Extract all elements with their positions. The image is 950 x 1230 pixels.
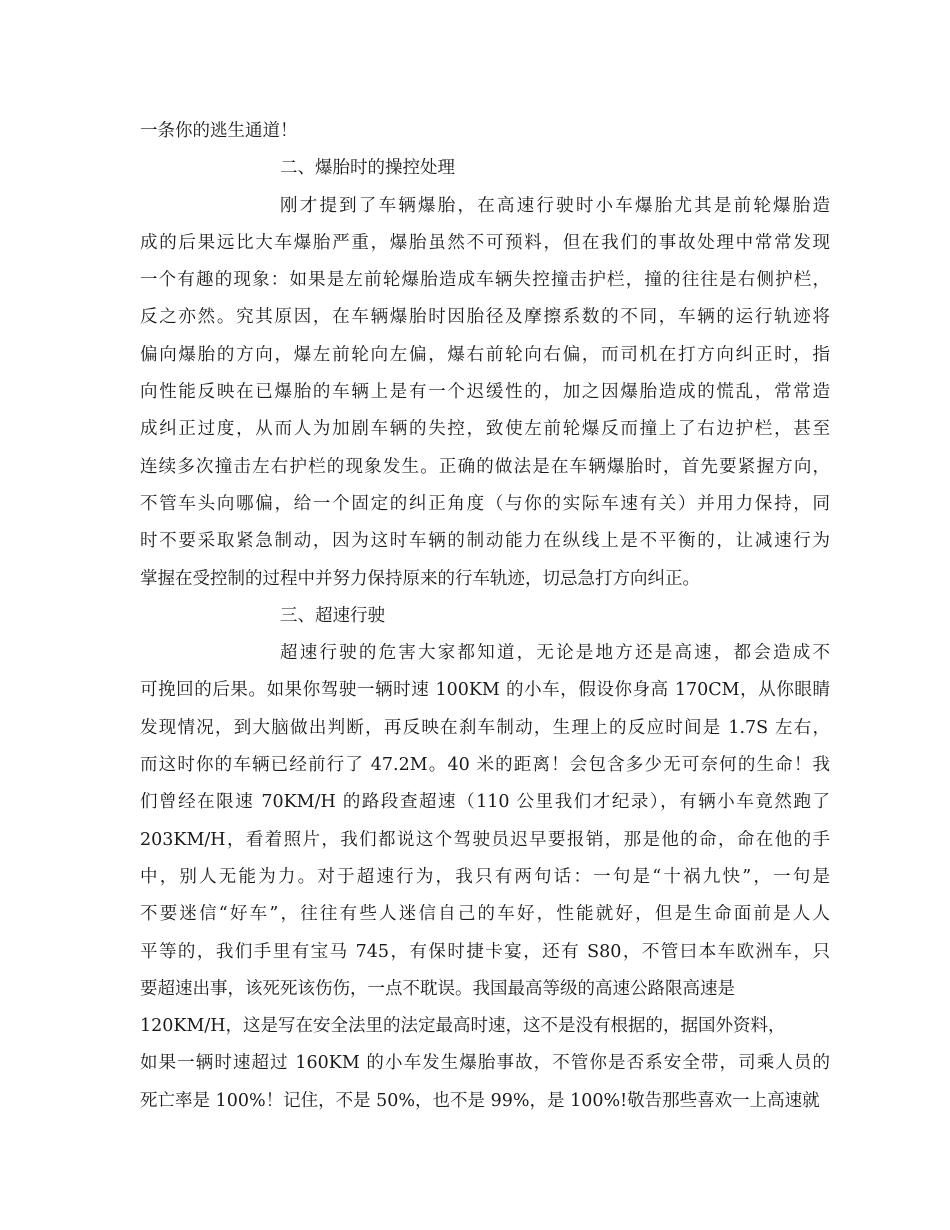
paragraph-line: 中，别人无能为力。对于超速行为，我只有两句话：一句是“十祸九快”，一句是 <box>140 866 830 887</box>
paragraph-first-line: 刚才提到了车辆爆胎，在高速行驶时小车爆胎尤其是前轮爆胎造 <box>280 195 830 216</box>
paragraph-last-line: 掌握在受控制的过程中并努力保持原来的行车轨迹，切忌急打方向纠正。 <box>140 568 700 589</box>
paragraph-first-line: 超速行驶的危害大家都知道，无论是地方还是高速，都会造成不 <box>280 643 830 664</box>
paragraph-line: 可挽回的后果。如果你驾驶一辆时速 100KM 的小车，假设你身高 170CM，从你眼睛 <box>140 680 830 701</box>
paragraph-line: 一个有趣的现象：如果是左前轮爆胎造成车辆失控撞击护栏，撞的往往是右侧护栏， <box>140 270 830 291</box>
paragraph-line: 成纠正过度，从而人为加剧车辆的失控，致使左前轮爆反而撞上了右边护栏，甚至 <box>140 419 830 440</box>
document-body <box>140 113 830 1120</box>
paragraph-line: 一条你的逃生通道！ <box>140 121 298 141</box>
paragraph-line: 要超速出事，该死死该伤伤，一点不耽误。我国最高等级的高速公路限高速是 <box>140 978 735 999</box>
section-heading: 二、爆胎时的操控处理 <box>280 158 455 179</box>
paragraph-line: 平等的，我们手里有宝马 745，有保时捷卡宴，还有 S80，不管曰本车欧洲车，只 <box>140 941 830 962</box>
paragraph-line: 死亡率是 100%！记住，不是 50%，也不是 99%，是 100%!敬告那些喜欢一上高速就 <box>140 1090 820 1111</box>
paragraph-line: 不要迷信“好车”，往往有些人迷信自己的车好，性能就好，但是生命面前是人人 <box>140 904 830 925</box>
paragraph-line: 203KM/H，看着照片，我们都说这个驾驶员迟早要报销，那是他的命，命在他的手 <box>140 829 830 850</box>
paragraph-line: 发现情况，到大脑做出判断，再反映在刹车制动，生理上的反应时间是 1.7S 左右， <box>140 717 830 738</box>
paragraph-line: 成的后果远比大车爆胎严重，爆胎虽然不可预料，但在我们的事故处理中常常发现 <box>140 232 830 253</box>
paragraph-line: 时不要采取紧急制动，因为这时车辆的制动能力在纵线上是不平衡的，让减速行为 <box>140 531 830 552</box>
paragraph-line: 如果一辆时速超过 160KM 的小车发生爆胎事故，不管你是否系安全带，司乘人员的 <box>140 1053 830 1074</box>
paragraph-line: 连续多次撞击左右护栏的现象发生。正确的做法是在车辆爆胎时，首先要紧握方向， <box>140 456 830 477</box>
paragraph-line: 反之亦然。究其原因，在车辆爆胎时因胎径及摩擦系数的不同，车辆的运行轨迹将 <box>140 307 830 328</box>
paragraph-line: 而这时你的车辆已经前行了 47.2M。40 米的距离！会包含多少无可奈何的生命！我 <box>140 755 830 776</box>
paragraph-line: 们曾经在限速 70KM/H 的路段查超速（110 公里我们才纪录），有辆小车竟然跑了 <box>140 792 830 813</box>
paragraph-line: 不管车头向哪偏，给一个固定的纠正角度（与你的实际车速有关）并用力保持，同 <box>140 493 830 514</box>
paragraph-line: 120KM/H，这是写在安全法里的法定最高时速，这不是没有根据的，据国外资料， <box>140 1016 786 1037</box>
section-heading: 三、超速行驶 <box>280 605 385 626</box>
paragraph-line: 向性能反映在已爆胎的车辆上是有一个迟缓性的，加之因爆胎造成的慌乱，常常造 <box>140 382 830 403</box>
paragraph-line: 偏向爆胎的方向，爆左前轮向左偏，爆右前轮向右偏，而司机在打方向纠正时，指 <box>140 344 830 365</box>
